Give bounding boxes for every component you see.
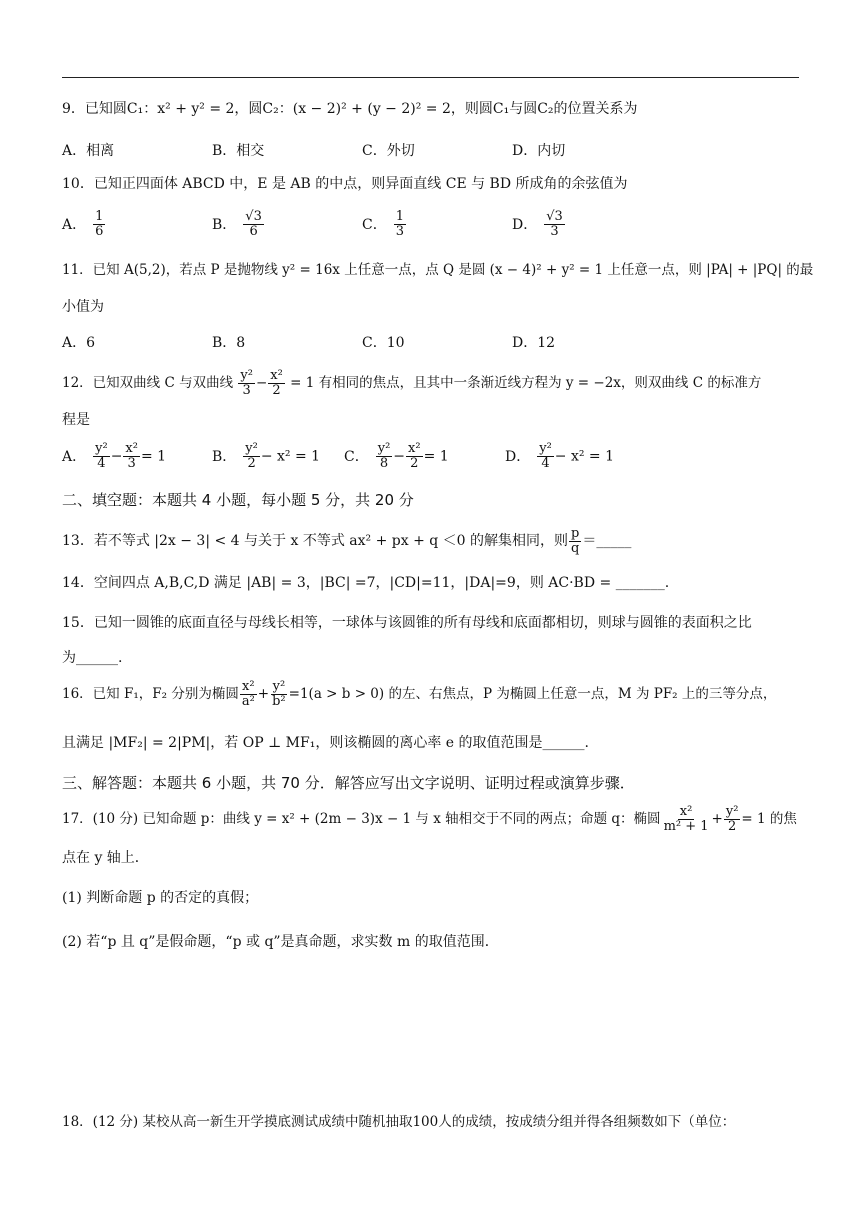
fraction bbox=[724, 805, 741, 834]
option-d: D．内切 bbox=[512, 143, 566, 159]
question-10-stem: 10．已知正四面体 ABCD 中，E 是 AB 的中点，则异面直线 CE 与 BD 所成角的余弦值为 bbox=[62, 176, 628, 192]
numerator: √3 bbox=[245, 209, 262, 224]
question-17-part-2: (2) 若“p 且 q”是假命题，“p 或 q”是真命题，求实数 m 的取值范围． bbox=[62, 934, 499, 950]
denominator: 4 bbox=[97, 456, 106, 471]
option-label: C． bbox=[362, 216, 387, 233]
fraction bbox=[238, 369, 255, 398]
denominator: b² bbox=[272, 694, 286, 709]
fraction bbox=[243, 442, 260, 471]
denominator: q bbox=[571, 540, 580, 556]
option-b bbox=[212, 210, 265, 239]
option-label: A． bbox=[62, 216, 87, 233]
question-9-options bbox=[62, 141, 802, 173]
denominator: 6 bbox=[95, 224, 104, 239]
numerator: y² bbox=[272, 679, 286, 694]
option-b bbox=[212, 442, 320, 471]
numerator: y² bbox=[377, 441, 391, 456]
option-label: C． bbox=[344, 448, 369, 465]
numerator: 1 bbox=[95, 209, 104, 224]
header-rule bbox=[62, 77, 799, 78]
question-18-stem: 18．(12 分) 某校从高一新生开学摸底测试成绩中随机抽取100人的成绩，按成绩分组并得各组频数如下（单位： bbox=[62, 1114, 736, 1130]
question-17-part-1: (1) 判断命题 p 的否定的真假； bbox=[62, 890, 259, 906]
denominator: 3 bbox=[127, 456, 136, 471]
fraction bbox=[93, 210, 105, 239]
option-label: B． bbox=[212, 448, 237, 465]
fraction bbox=[569, 527, 581, 556]
denominator: 3 bbox=[550, 224, 559, 239]
stem-text: 17．(10 分) 已知命题 p：曲线 y = x² + (2m − 3)x − 1 与 x 轴相交于不同的两点；命题 q：椭圆 bbox=[62, 811, 661, 827]
option-tail: − x² = 1 bbox=[260, 448, 321, 465]
stem-text: 12．已知双曲线 C 与双曲线 bbox=[62, 375, 234, 391]
denominator: 8 bbox=[379, 456, 389, 471]
question-9-stem: 9．已知圆C₁：x² + y² = 2，圆C₂：(x − 2)² + (y − 2)² = 2，则圆C₁与圆C₂的位置关系为 bbox=[62, 101, 638, 117]
question-11-stem: 11．已知 A(5,2)，若点 P 是抛物线 y² = 16x 上任意一点，点 Q 是圆 (x − 4)² + y² = 1 上任意一点，则 |PA| + |PQ| 的最 bbox=[62, 262, 814, 278]
denominator: 2 bbox=[247, 456, 256, 471]
question-15-stem: 15．已知一圆锥的底面直径与母线长相等，一球体与该圆锥的所有母线和底面都相切，则球与圆锥的表面积之比 bbox=[62, 615, 752, 631]
option-a: A．6 bbox=[62, 335, 96, 351]
option-a: A．相离 bbox=[62, 143, 115, 159]
question-12-options bbox=[62, 440, 802, 480]
section-3-heading: 三、解答题：本题共 6 小题，共 70 分．解答应写出文字说明、证明过程或演算步骤． bbox=[62, 774, 635, 792]
numerator: y² bbox=[245, 441, 258, 456]
stem-text: 13．若不等式 |2x − 3| < 4 与关于 x 不等式 ax² + px + q ＜0 的解集相同，则 bbox=[62, 533, 569, 549]
fraction bbox=[240, 680, 257, 709]
question-12-stem-cont: 程是 bbox=[62, 412, 90, 428]
numerator: x² bbox=[679, 804, 693, 819]
option-d: D．12 bbox=[512, 335, 556, 351]
stem-text: = 1 有相同的焦点，且其中一条渐近线方程为 y = −2x，则双曲线 C 的标准方 bbox=[290, 375, 762, 391]
numerator: y² bbox=[95, 441, 108, 456]
option-a bbox=[62, 210, 106, 239]
option-a: A． $\frac{\text{y²}}{4}$ − $\frac{\text{x²}}{3}$ = 1 bbox=[62, 441, 167, 471]
option-b: B．8 bbox=[212, 335, 246, 351]
fraction bbox=[394, 210, 406, 239]
option-c: C．10 bbox=[362, 335, 405, 351]
option-tail: = 1 bbox=[140, 448, 167, 465]
question-16-stem-cont: 且满足 |MF₂| = 2|PM|，若 OP ⊥ MF₁，则该椭圆的离心率 e 的取值范围是______. bbox=[62, 735, 589, 751]
option-b: B．相交 bbox=[212, 143, 265, 159]
denominator: a² bbox=[241, 694, 255, 709]
fraction bbox=[544, 210, 565, 239]
question-14-stem: 14．空间四点 A,B,C,D 满足 |AB| = 3，|BC| =7，|CD|=11，|DA|=9，则 AC·BD = _______. bbox=[62, 575, 670, 591]
option-c: C．外切 bbox=[362, 143, 415, 159]
denominator: 2 bbox=[272, 383, 281, 398]
fraction bbox=[243, 210, 264, 239]
fraction bbox=[93, 442, 110, 471]
fraction bbox=[662, 805, 711, 834]
numerator: x² bbox=[408, 441, 421, 456]
stem-text: =1(a > b > 0) 的左、右焦点，P 为椭圆上任意一点，M 为 PF₂ 上的三等分点， bbox=[288, 686, 777, 702]
fraction bbox=[376, 442, 393, 471]
numerator: x² bbox=[270, 368, 283, 383]
denominator: 3 bbox=[242, 383, 251, 398]
fraction bbox=[268, 369, 285, 398]
option-tail: − x² = 1 bbox=[554, 448, 615, 465]
denominator: 4 bbox=[541, 456, 550, 471]
stem-text: 16．已知 F₁，F₂ 分别为椭圆 bbox=[62, 686, 239, 702]
question-16-stem: 16．已知 F₁，F₂ 分别为椭圆 $\frac{\text{x²}}{\text{a²}}$ + $\frac{\text{y²}}{\text{b²}}$ =1(a > b > 0) 的左、右焦点，P 为椭圆上任意一点，M 为 PF₂ 上的三等分点， bbox=[62, 679, 777, 709]
question-17-stem-cont: 点在 y 轴上． bbox=[62, 850, 149, 866]
question-11-stem-cont: 小值为 bbox=[62, 299, 104, 315]
option-c bbox=[362, 210, 407, 239]
option-label: A． bbox=[62, 448, 87, 465]
stem-text: = 1 的焦 bbox=[741, 811, 797, 827]
question-13-stem bbox=[62, 524, 631, 558]
option-d bbox=[512, 210, 566, 239]
question-12-stem: 12．已知双曲线 C 与双曲线 $\frac{\text{y²}}{3}$ − $\frac{\text{x²}}{2}$ = 1 有相同的焦点，且其中一条渐近线方程为 y = −2x，则双曲线 C 的标准方 bbox=[62, 368, 762, 398]
question-15-stem-cont: 为______. bbox=[62, 650, 123, 666]
option-c: C． $\frac{\text{y²}}{8}$ − $\frac{\text{x²}}{2}$ = 1 bbox=[344, 441, 449, 471]
numerator: p bbox=[571, 525, 580, 541]
stem-text: ＝_____ bbox=[582, 533, 632, 549]
numerator: 1 bbox=[395, 209, 404, 224]
fraction bbox=[537, 442, 554, 471]
question-11-options bbox=[62, 333, 802, 365]
section-2-heading: 二、填空题：本题共 4 小题，每小题 5 分，共 20 分 bbox=[62, 491, 414, 509]
option-d bbox=[505, 442, 614, 471]
numerator: √3 bbox=[546, 209, 563, 224]
numerator: x² bbox=[125, 441, 138, 456]
denominator: 6 bbox=[249, 224, 258, 239]
denominator: m² + 1 bbox=[663, 819, 709, 834]
numerator: y² bbox=[240, 368, 253, 383]
question-10-options bbox=[62, 206, 802, 244]
option-tail: = 1 bbox=[423, 448, 449, 465]
numerator: y² bbox=[539, 441, 552, 456]
question-17-stem: 17．(10 分) 已知命题 p：曲线 y = x² + (2m − 3)x − 1 与 x 轴相交于不同的两点；命题 q：椭圆 $\frac{\text{x²}}{\text{m² + 1}}$ + $\frac{\text{y²}}{2}$ = 1 的焦 bbox=[62, 804, 797, 834]
numerator: x² bbox=[242, 679, 255, 694]
fraction bbox=[123, 442, 140, 471]
fraction bbox=[270, 680, 288, 709]
numerator: y² bbox=[725, 804, 739, 819]
denominator: 3 bbox=[395, 224, 404, 239]
option-label: D． bbox=[512, 216, 538, 233]
denominator: 2 bbox=[410, 456, 419, 471]
option-label: D． bbox=[505, 448, 531, 465]
denominator: 2 bbox=[727, 819, 737, 834]
fraction bbox=[406, 442, 423, 471]
option-label: B． bbox=[212, 216, 237, 233]
